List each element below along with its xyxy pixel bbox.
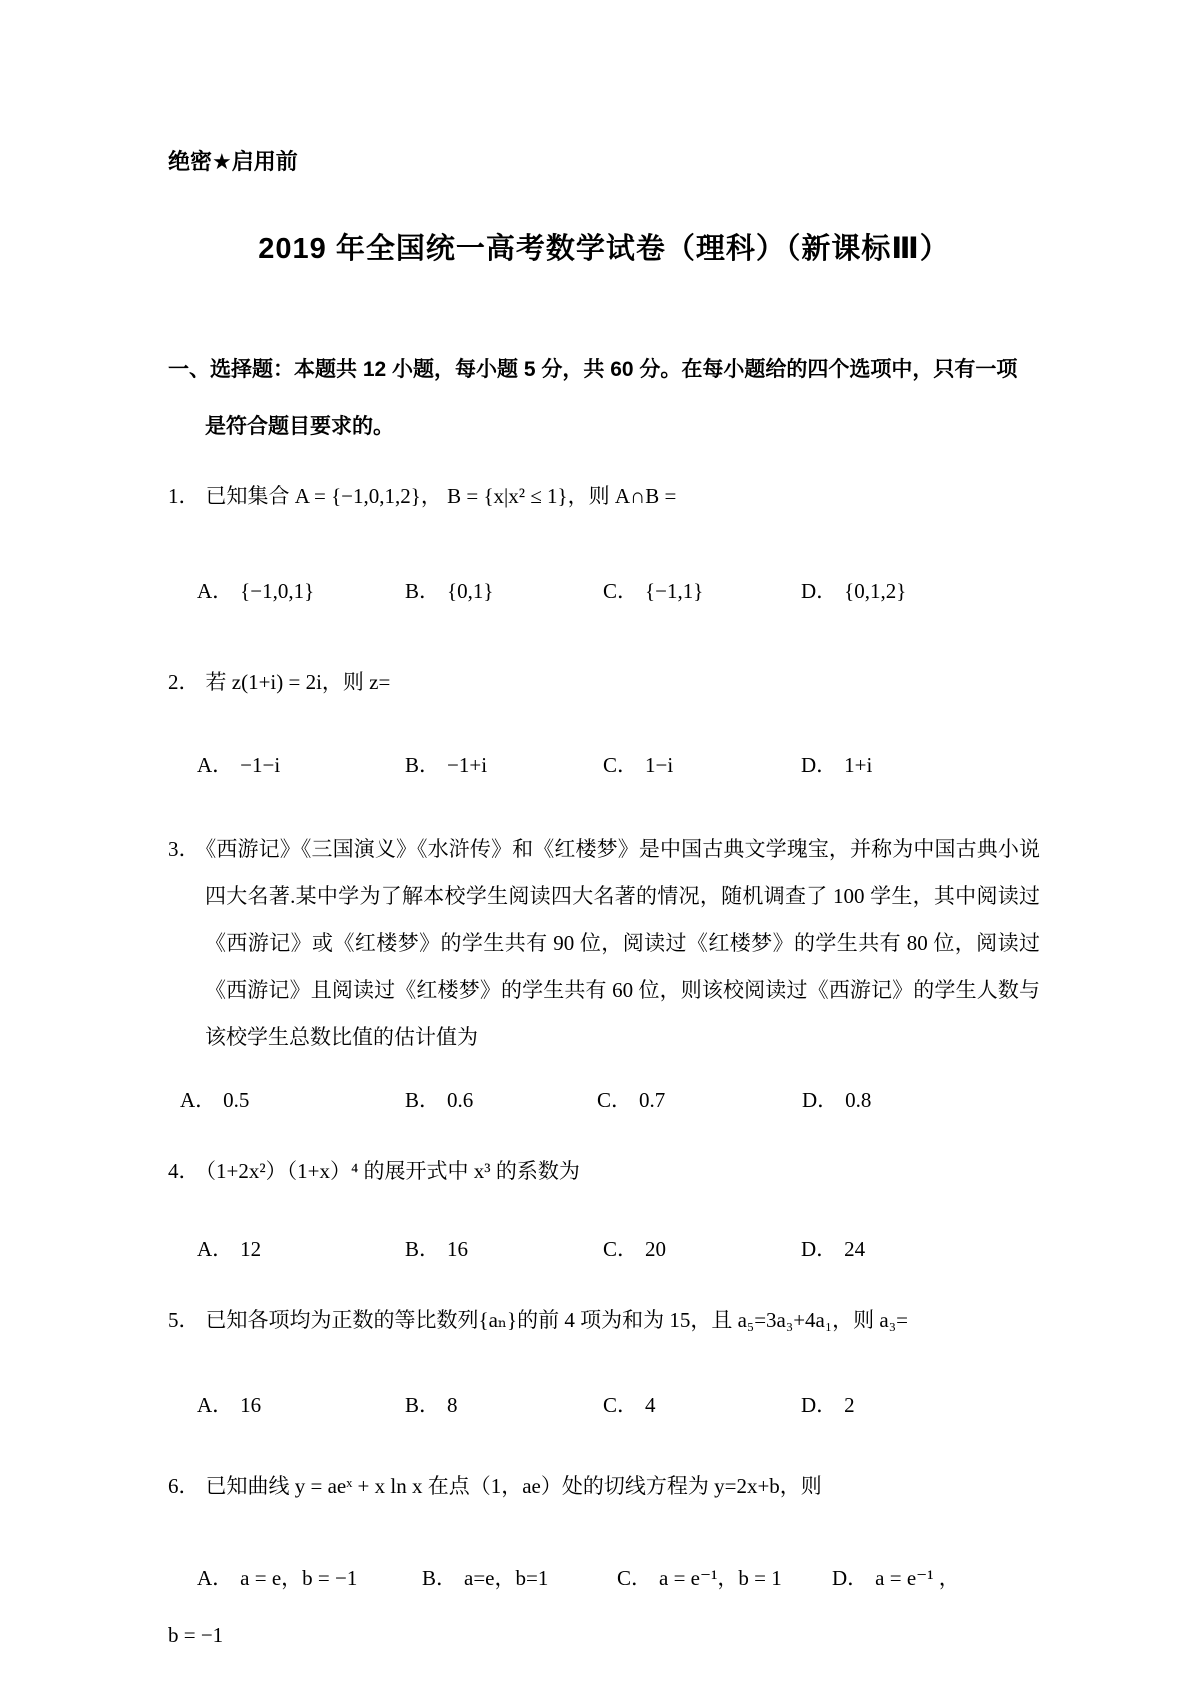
question-3-stem	[168, 826, 1040, 1061]
option-label: C．	[603, 579, 639, 603]
option-d	[802, 1084, 1040, 1114]
page-content	[168, 0, 1040, 1648]
option-label: D．	[832, 1566, 869, 1590]
question-number: 3．	[168, 837, 200, 861]
option-c	[617, 1562, 832, 1592]
option-label: B．	[405, 1393, 441, 1417]
option-c	[603, 1233, 801, 1263]
option-label: D．	[801, 1393, 838, 1417]
option-text: {0,1}	[447, 579, 494, 603]
option-label: B．	[405, 579, 441, 603]
option-text: 24	[844, 1237, 866, 1261]
option-label: A．	[197, 1237, 234, 1261]
question-3-options	[168, 1084, 1040, 1114]
option-text: {0,1,2}	[844, 579, 907, 603]
question-4-options	[168, 1233, 1040, 1263]
option-label: A．	[180, 1088, 217, 1112]
option-label: A．	[197, 1566, 234, 1590]
option-label: D．	[802, 1088, 839, 1112]
option-text: a=e，b=1	[464, 1566, 549, 1590]
option-text: −1−i	[240, 753, 281, 777]
option-text: 1−i	[645, 753, 674, 777]
question-2-options	[168, 749, 1040, 779]
question-3	[168, 826, 1040, 1114]
option-text: a = e⁻¹，b = 1	[659, 1566, 782, 1590]
option-label: A．	[197, 1393, 234, 1417]
option-b	[405, 575, 603, 605]
option-text: 20	[645, 1237, 667, 1261]
option-b	[405, 1084, 597, 1114]
question-number: 4．	[168, 1159, 200, 1183]
option-d	[832, 1562, 1040, 1592]
option-text: {−1,0,1}	[240, 579, 315, 603]
option-d	[801, 1233, 1040, 1263]
option-label: C．	[603, 753, 639, 777]
option-c	[603, 1389, 801, 1419]
option-c	[597, 1084, 802, 1114]
option-text: 0.7	[639, 1088, 666, 1112]
option-a	[197, 575, 405, 605]
question-2	[168, 666, 1040, 779]
option-b	[422, 1562, 617, 1592]
option-text: 8	[447, 1393, 458, 1417]
option-a	[197, 1233, 405, 1263]
option-text: 16	[240, 1393, 262, 1417]
page-title: 2019 年全国统一高考数学试卷（理科）（新课标Ⅲ）	[258, 233, 950, 265]
option-label: C．	[603, 1237, 639, 1261]
question-4-stem	[168, 1155, 1040, 1185]
option-a	[197, 749, 405, 779]
question-4	[168, 1155, 1040, 1263]
option-a	[180, 1084, 405, 1114]
question-6-stem	[168, 1470, 1040, 1500]
option-label: B．	[405, 753, 441, 777]
option-text: −1+i	[447, 753, 488, 777]
option-text: {−1,1}	[645, 579, 704, 603]
question-text: 《西游记》《三国演义》《水浒传》和《红楼梦》是中国古典文学瑰宝，并称为中国古典小说四大名著.某中学为了解本校学生阅读四大名著的情况，随机调查了 100 学生，其中阅读过《西游记》或《红楼梦》的学生共有 90 位，阅读过《红楼梦》的学生共有 80 位，阅读过《西游记》且阅读过《红楼梦》的学生共有 60 位，则该校阅读过《西游记》的学生人数与该校学生总数比值的估计值为	[205, 837, 1041, 1049]
question-5-stem	[168, 1304, 1040, 1334]
option-text: a = e，b = −1	[240, 1566, 358, 1590]
option-label: C．	[597, 1088, 633, 1112]
option-text: 0.5	[223, 1088, 250, 1112]
option-label: A．	[197, 753, 234, 777]
question-6-options	[168, 1562, 1040, 1592]
option-label: B．	[422, 1566, 458, 1590]
option-text: a = e⁻¹ ，	[875, 1566, 960, 1590]
option-a	[197, 1562, 422, 1592]
question-2-stem	[168, 666, 1040, 696]
option-c	[603, 575, 801, 605]
option-text: 2	[844, 1393, 855, 1417]
option-label: D．	[801, 1237, 838, 1261]
question-text: 已知集合 A = {−1,0,1,2}， B = {x|x² ≤ 1}，则 A∩B =	[205, 484, 677, 508]
option-text: 0.8	[845, 1088, 872, 1112]
section-heading-line2: 是符合题目要求的。	[205, 415, 394, 438]
option-text: 4	[645, 1393, 656, 1417]
question-6-option-d-continuation: b = −1	[168, 1623, 224, 1647]
option-b	[405, 749, 603, 779]
section-heading-line1: 一、选择题：本题共 12 小题，每小题 5 分，共 60 分。在每小题给的四个选项中，只有一项	[168, 358, 1018, 381]
question-1-stem	[168, 480, 1040, 510]
option-d	[801, 575, 1040, 605]
question-text: （1+2x²）（1+x）⁴ 的展开式中 x³ 的系数为	[205, 1159, 580, 1183]
option-label: C．	[617, 1566, 653, 1590]
option-label: B．	[405, 1088, 441, 1112]
option-b	[405, 1233, 603, 1263]
question-6	[168, 1470, 1040, 1648]
option-a	[197, 1389, 405, 1419]
option-text: 12	[240, 1237, 262, 1261]
security-classification-label: 绝密★启用前	[168, 149, 298, 174]
option-label: D．	[801, 753, 838, 777]
question-1	[168, 480, 1040, 605]
question-number: 1．	[168, 484, 200, 508]
option-b	[405, 1389, 603, 1419]
option-text: 1+i	[844, 753, 873, 777]
option-d	[801, 749, 1040, 779]
question-1-options	[168, 575, 1040, 605]
option-d	[801, 1389, 1040, 1419]
option-text: 0.6	[447, 1088, 474, 1112]
option-label: A．	[197, 579, 234, 603]
option-label: C．	[603, 1393, 639, 1417]
option-c	[603, 749, 801, 779]
question-text: 若 z(1+i) = 2i，则 z=	[205, 670, 391, 694]
question-5	[168, 1304, 1040, 1419]
question-text: 已知曲线 y = aeˣ + x ln x 在点（1，ae）处的切线方程为 y=2x+b，则	[205, 1474, 822, 1498]
question-number: 2．	[168, 670, 200, 694]
question-number: 6．	[168, 1474, 200, 1498]
option-text: 16	[447, 1237, 469, 1261]
question-5-options	[168, 1389, 1040, 1419]
option-label: B．	[405, 1237, 441, 1261]
option-label: D．	[801, 579, 838, 603]
question-text: 已知各项均为正数的等比数列{aₙ}的前 4 项为和为 15，且 a₅=3a₃+4a₁，则 a₃=	[205, 1308, 908, 1332]
question-number: 5．	[168, 1308, 200, 1332]
